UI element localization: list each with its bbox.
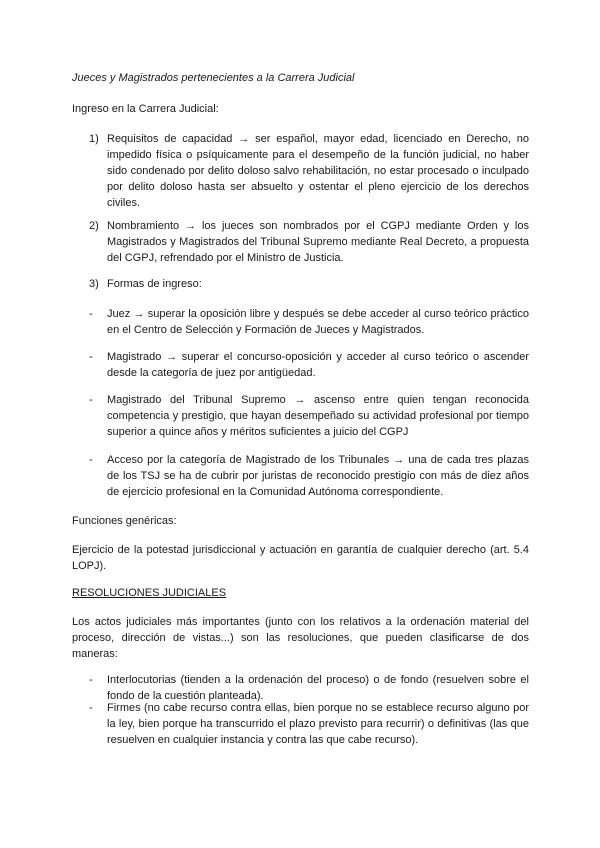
- funciones-title: Funciones genéricas:: [72, 515, 177, 527]
- item-text: Acceso por la categoría de Magistrado de los Tribunales → una de cada tres plazas de los TSJ se ha de cubrir por juristas de reconocido prestigio con más de diez años de ejercicio profesional en la Comunidad Autónoma correspondiente.: [107, 454, 529, 498]
- funciones-text: Ejercicio de la potestad jurisdiccional y actuación en garantía de cualquier derecho (art. 5.4 LOPJ).: [72, 544, 529, 572]
- dash-bullet: -: [89, 351, 93, 363]
- resoluciones-title: RESOLUCIONES JUDICIALES: [72, 587, 227, 599]
- item-number: 2): [89, 220, 99, 232]
- resoluciones-intro: Los actos judiciales más importantes (junto con los relativos a la ordenación material del proceso, dirección de vistas...) son las resoluciones, que pueden clasificarse de dos maneras:: [72, 616, 529, 660]
- item-text: Interlocutorias (tienden a la ordenación del proceso) o de fondo (resuelven sobre el fondo de la cuestión planteada).: [107, 674, 529, 702]
- dash-bullet: -: [89, 454, 93, 466]
- item-text: Firmes (no cabe recurso contra ellas, bien porque no se establece recurso alguno por la ley, bien porque ha transcurrido el plazo previsto para recurrir) o definitivas (las que resuelven en cualquier instancia y contra las que cabe recurso).: [107, 702, 529, 746]
- dash-bullet: -: [89, 674, 93, 686]
- document-heading: Jueces y Magistrados pertenecientes a la Carrera Judicial: [72, 72, 355, 84]
- item-number: 1): [89, 133, 99, 145]
- item-text: Nombramiento → los jueces son nombrados por el CGPJ mediante Orden y los Magistrados y Magistrados del Tribunal Supremo mediante Real Decreto, a propuesta del CGPJ, refrendado por el Ministro de Justicia.: [107, 220, 529, 264]
- dash-bullet: -: [89, 308, 93, 320]
- item-text: Juez → superar la oposición libre y después se debe acceder al curso teórico práctico en el Centro de Selección y Formación de Jueces y Magistrados.: [107, 308, 529, 336]
- dash-bullet: -: [89, 394, 93, 406]
- item-text: Magistrado del Tribunal Supremo → ascenso entre quien tengan reconocida competencia y prestigio, que hayan desempeñado su actividad profesional por tiempo superior a quince años y méritos suficientes a juicio del CGPJ: [107, 394, 529, 438]
- item-number: 3): [89, 278, 99, 290]
- item-text: Formas de ingreso:: [107, 278, 202, 290]
- item-text: Requisitos de capacidad → ser español, mayor edad, licenciado en Derecho, no impedido física o psíquicamente para el desempeño de la función judicial, no haber sido condenado por delito doloso salvo rehabilitación, no estar procesado o inculpado por delito doloso hasta ser absuelto y ostentar el pleno ejercicio de los derechos civiles.: [107, 133, 529, 209]
- item-text: Magistrado → superar el concurso-oposición y acceder al curso teórico o ascender desde la categoría de juez por antigüedad.: [107, 351, 529, 379]
- ingreso-title: Ingreso en la Carrera Judicial:: [72, 103, 219, 115]
- dash-bullet: -: [89, 702, 93, 714]
